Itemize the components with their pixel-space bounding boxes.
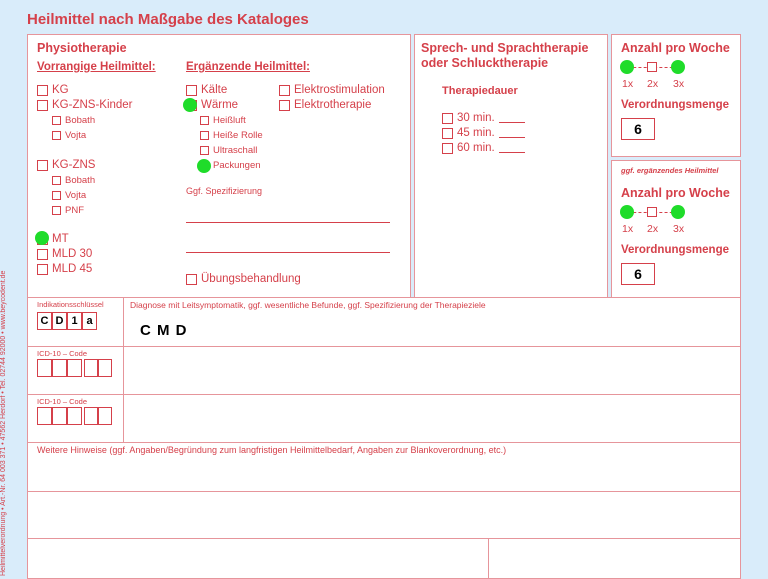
therapiedauer-label: Therapiedauer xyxy=(442,85,518,97)
indikation-char-2[interactable]: D xyxy=(52,312,67,330)
icd1-char-5[interactable] xyxy=(98,359,112,377)
indikation-char-1[interactable]: C xyxy=(37,312,52,330)
diagnose-value[interactable]: C M D xyxy=(140,322,188,339)
diagnose-section xyxy=(27,297,741,579)
freq-3x-marker[interactable] xyxy=(671,60,685,74)
kg-label: KG xyxy=(52,84,69,96)
min60-checkbox[interactable] xyxy=(442,142,525,154)
icd1-label: ICD-10 – Code xyxy=(37,349,88,358)
ergaenzend-heilmittel-label: ggf. ergänzendes Heilmittel xyxy=(621,166,719,175)
ultraschall-label: Ultraschall xyxy=(213,145,258,156)
vojta2-label: Vojta xyxy=(65,190,87,201)
min60-label: 60 min. xyxy=(457,142,495,154)
heisse-rolle-checkbox[interactable] xyxy=(200,130,263,141)
min30-checkbox[interactable] xyxy=(442,112,525,124)
freq-1x-marker[interactable] xyxy=(620,60,634,74)
elektrotherapie-checkbox[interactable] xyxy=(279,99,371,111)
row-divider-2 xyxy=(27,394,741,395)
icd2-char-5[interactable] xyxy=(98,407,112,425)
icd2-char-2[interactable] xyxy=(52,407,67,425)
icd1-char-1[interactable] xyxy=(37,359,52,377)
form-title: Heilmittel nach Maßgabe des Kataloges xyxy=(27,11,309,28)
kaelte-label: Kälte xyxy=(201,84,228,96)
bobath2-checkbox[interactable] xyxy=(52,175,95,186)
elektrotherapie-label: Elektrotherapie xyxy=(294,99,372,111)
spezifizierung-line-1[interactable] xyxy=(186,222,390,223)
sprechtherapie-section xyxy=(414,34,608,298)
freq-2x-label: 2x xyxy=(647,78,659,90)
uebung-checkbox[interactable] xyxy=(186,273,301,285)
kg-zns-kinder-checkbox[interactable] xyxy=(37,99,133,111)
min45-checkbox[interactable] xyxy=(442,127,525,139)
mld45-label: MLD 45 xyxy=(52,263,93,275)
freq2-3x-label: 3x xyxy=(673,223,685,235)
mt-label: MT xyxy=(52,233,69,245)
kaelte-checkbox[interactable] xyxy=(186,84,227,96)
packungen-label: Packungen xyxy=(213,160,261,171)
freq-1x-label: 1x xyxy=(622,78,634,90)
pnf-checkbox[interactable] xyxy=(52,205,84,216)
kg-checkbox[interactable] xyxy=(37,84,69,96)
min45-label: 45 min. xyxy=(457,127,495,139)
icd2-char-3[interactable] xyxy=(67,407,82,425)
heissluft-label: Heißluft xyxy=(213,115,246,126)
heissluft-checkbox[interactable] xyxy=(200,115,246,126)
side-imprint: Heilmittelverordnung • Art.-Nr. 64 003 371 • 47562 Herdorf • Tel. 02744 92000 • www.beycodent.de xyxy=(0,270,7,576)
spezifizierung-line-2[interactable] xyxy=(186,252,390,253)
indikation-char-3[interactable]: 1 xyxy=(67,312,82,330)
icd1-char-4[interactable] xyxy=(84,359,98,377)
icd2-char-4[interactable] xyxy=(84,407,98,425)
kg-zns-label: KG-ZNS xyxy=(52,159,96,171)
vojta-label: Vojta xyxy=(65,130,87,141)
elektrostimulation-checkbox[interactable] xyxy=(279,84,385,96)
freq2-1x-marker[interactable] xyxy=(620,205,634,219)
hinweise-label: Weitere Hinweise (ggf. Angaben/Begründung zum langfristigen Heilmittelbedarf, Angaben zur Blankoverordnung, etc.) xyxy=(37,445,507,455)
ultraschall-checkbox[interactable] xyxy=(200,145,257,156)
freq2-2x-label: 2x xyxy=(647,223,659,235)
kg-zns-checkbox[interactable] xyxy=(37,159,95,171)
freq2-1x-label: 1x xyxy=(622,223,634,235)
uebung-label: Übungsbehandlung xyxy=(201,273,301,285)
elektrostimulation-label: Elektrostimulation xyxy=(294,84,385,96)
physio-title: Physiotherapie xyxy=(37,41,127,55)
freq2-3x-marker[interactable] xyxy=(671,205,685,219)
icd1-char-3[interactable] xyxy=(67,359,82,377)
row-divider-1 xyxy=(27,346,741,347)
min30-label: 30 min. xyxy=(457,112,495,124)
diagnose-divider xyxy=(123,297,124,442)
sprech-title-1: Sprech- und Sprachtherapie xyxy=(421,41,589,55)
mld30-label: MLD 30 xyxy=(52,248,93,260)
kg-zns-kinder-label: KG-ZNS-Kinder xyxy=(52,99,133,111)
ergaenzend-title: Ergänzende Heilmittel: xyxy=(186,61,310,73)
vojta2-checkbox[interactable] xyxy=(52,190,86,201)
packungen-marker xyxy=(197,159,211,173)
freq2-2x-box[interactable] xyxy=(647,207,657,217)
row-divider-4 xyxy=(27,491,741,492)
bobath-checkbox[interactable] xyxy=(52,115,95,126)
freq-3x-label: 3x xyxy=(673,78,685,90)
pnf-label: PNF xyxy=(65,205,84,216)
vorrangig-title: Vorrangige Heilmittel: xyxy=(37,61,156,73)
heisse-rolle-label: Heiße Rolle xyxy=(213,130,263,141)
indikation-char-4[interactable]: a xyxy=(82,312,97,330)
spezifizierung-label: Ggf. Spezifizierung xyxy=(186,186,263,196)
icd1-char-2[interactable] xyxy=(52,359,67,377)
verordnungsmenge-field-2[interactable]: 6 xyxy=(621,263,655,285)
freq-2x-box[interactable] xyxy=(647,62,657,72)
row-divider-5 xyxy=(27,538,741,539)
icd2-char-1[interactable] xyxy=(37,407,52,425)
row-divider-3 xyxy=(27,442,741,443)
verordnungsmenge-field[interactable]: 6 xyxy=(621,118,655,140)
anzahl-title-2: Anzahl pro Woche xyxy=(621,186,730,200)
waerme-label: Wärme xyxy=(201,99,239,111)
bottom-divider xyxy=(488,538,489,578)
bobath2-label: Bobath xyxy=(65,175,96,186)
verordnungsmenge-label: Verordnungsmenge xyxy=(621,99,729,111)
anzahl-title: Anzahl pro Woche xyxy=(621,41,730,55)
bobath-label: Bobath xyxy=(65,115,96,126)
icd2-label: ICD-10 – Code xyxy=(37,397,88,406)
diagnose-label: Diagnose mit Leitsymptomatik, ggf. wesentliche Befunde, ggf. Spezifizierung der Therapieziele xyxy=(130,300,486,310)
verordnungsmenge-label-2: Verordnungsmenge xyxy=(621,244,729,256)
mt-marker xyxy=(35,231,49,245)
waerme-marker xyxy=(183,98,197,112)
indikation-label: Indikationsschlüssel xyxy=(37,300,104,309)
mld30-checkbox[interactable] xyxy=(37,248,92,260)
sprech-title-2: oder Schlucktherapie xyxy=(421,56,549,70)
vojta-checkbox[interactable] xyxy=(52,130,86,141)
mld45-checkbox[interactable] xyxy=(37,263,92,275)
